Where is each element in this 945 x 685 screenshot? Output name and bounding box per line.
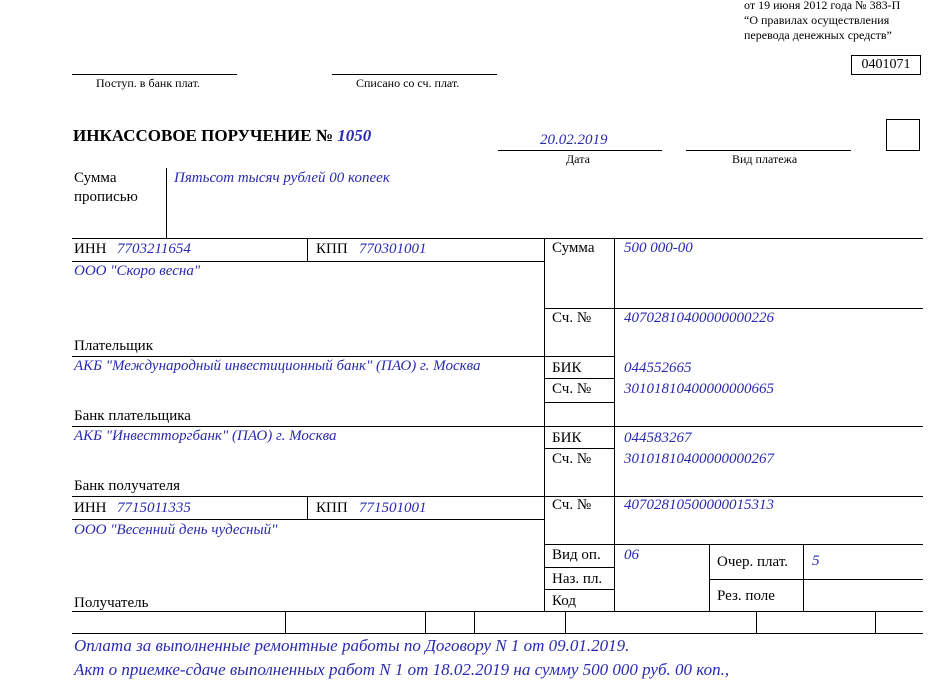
grid-line (803, 544, 804, 611)
payer-bank-account: 30101810400000000665 (624, 381, 774, 397)
sum-words-divider (166, 168, 167, 238)
payer-account-label: Сч. № (552, 310, 592, 326)
grid-line (307, 238, 308, 261)
recipient-bank-bik-label: БИК (552, 430, 582, 446)
payer-inn-label: ИНН (74, 241, 107, 257)
grid-line (544, 567, 614, 568)
grid-line (307, 496, 308, 519)
regulation-line-3: перевода денежных средств” (744, 28, 892, 42)
order-number: 1050 (337, 126, 372, 145)
grid-line (544, 402, 614, 403)
grid-line (544, 308, 923, 309)
recipient-kpp: 771501001 (359, 500, 427, 516)
grid-line (544, 238, 545, 611)
payment-type-line (686, 150, 851, 151)
grid-line (72, 611, 923, 612)
grid-line (72, 519, 544, 520)
sum-words-label-2: прописью (74, 189, 138, 205)
recipient-bank-account: 30101810400000000267 (624, 451, 774, 467)
recipient-account-label: Сч. № (552, 497, 592, 513)
received-label: Поступ. в банк плат. (96, 76, 200, 90)
title-text: ИНКАССОВОЕ ПОРУЧЕНИЕ № (73, 126, 333, 145)
purpose-line-2: Акт о приемке-сдаче выполненных работ N 1 от 18.02.2019 на сумму 500 000 руб. 00 коп., (74, 660, 730, 679)
op-type: 06 (624, 547, 639, 563)
recipient-bank-label: Банк получателя (74, 478, 181, 494)
received-line (72, 74, 237, 75)
payer-account: 40702810400000000226 (624, 310, 774, 326)
grid-line (425, 611, 426, 633)
date-label: Дата (566, 152, 590, 166)
recipient-account: 40702810500000015313 (624, 497, 774, 513)
payer-bank-name: АКБ "Международный инвестиционный банк" (ПАО) г. Москва (74, 358, 481, 374)
date-line (498, 150, 662, 151)
purpose-code-label: Наз. пл. (552, 571, 603, 587)
payer-bank-account-label: Сч. № (552, 381, 592, 397)
regulation-line-1: от 19 июня 2012 года № 383-П (744, 0, 901, 12)
payer-kpp: 770301001 (359, 241, 427, 257)
sum-label: Сумма (552, 240, 595, 256)
grid-line (72, 496, 923, 497)
grid-line (709, 544, 710, 611)
recipient-bank-account-label: Сч. № (552, 451, 592, 467)
recipient-name: ООО "Весенний день чудесный" (74, 522, 278, 538)
payer-bank-label: Банк плательщика (74, 408, 191, 424)
recipient-label: Получатель (74, 595, 149, 611)
priority-value: 5 (812, 553, 820, 569)
grid-line (72, 356, 614, 357)
grid-line (72, 633, 923, 634)
grid-line (72, 261, 544, 262)
status-box (886, 119, 920, 151)
recipient-bank-name: АКБ "Инвестторгбанк" (ПАО) г. Москва (74, 428, 337, 444)
order-date: 20.02.2019 (540, 132, 608, 148)
grid-line (285, 611, 286, 633)
payer-bank-bik: 044552665 (624, 360, 692, 376)
grid-line (72, 238, 923, 239)
form-code: 0401071 (851, 55, 921, 75)
payer-inn: 7703211654 (117, 241, 191, 257)
payer-label: Плательщик (74, 338, 153, 354)
sum-words-label-1: Сумма (74, 170, 117, 186)
payer-name: ООО "Скоро весна" (74, 263, 201, 279)
payer-kpp-label: КПП (316, 241, 348, 257)
grid-line (72, 426, 923, 427)
sum-words-value: Пятьсот тысяч рублей 00 копеек (174, 170, 390, 186)
purpose-line-1: Оплата за выполненные ремонтные работы по Договору N 1 от 09.01.2019. (74, 636, 630, 655)
payment-type-label: Вид платежа (732, 152, 798, 166)
document-title (73, 126, 371, 146)
priority-label: Очер. плат. (717, 554, 788, 570)
regulation-line-2: “О правилах осуществления (744, 13, 890, 27)
grid-line (875, 611, 876, 633)
recipient-inn: 7715011335 (117, 500, 191, 516)
grid-line (614, 238, 615, 611)
grid-line (756, 611, 757, 633)
debited-label: Списано со сч. плат. (356, 76, 460, 90)
code-label: Код (552, 593, 576, 609)
grid-line (565, 611, 566, 633)
recipient-inn-label: ИНН (74, 500, 107, 516)
recipient-bank-bik: 044583267 (624, 430, 692, 446)
op-type-label: Вид оп. (552, 547, 601, 563)
payer-bank-bik-label: БИК (552, 360, 582, 376)
debited-line (332, 74, 497, 75)
grid-line (544, 589, 614, 590)
recipient-kpp-label: КПП (316, 500, 348, 516)
sum-value: 500 000-00 (624, 240, 693, 256)
reserve-label: Рез. поле (717, 588, 775, 604)
grid-line (544, 378, 614, 379)
grid-line (709, 579, 923, 580)
grid-line (544, 448, 614, 449)
grid-line (474, 611, 475, 633)
grid-line (544, 544, 923, 545)
